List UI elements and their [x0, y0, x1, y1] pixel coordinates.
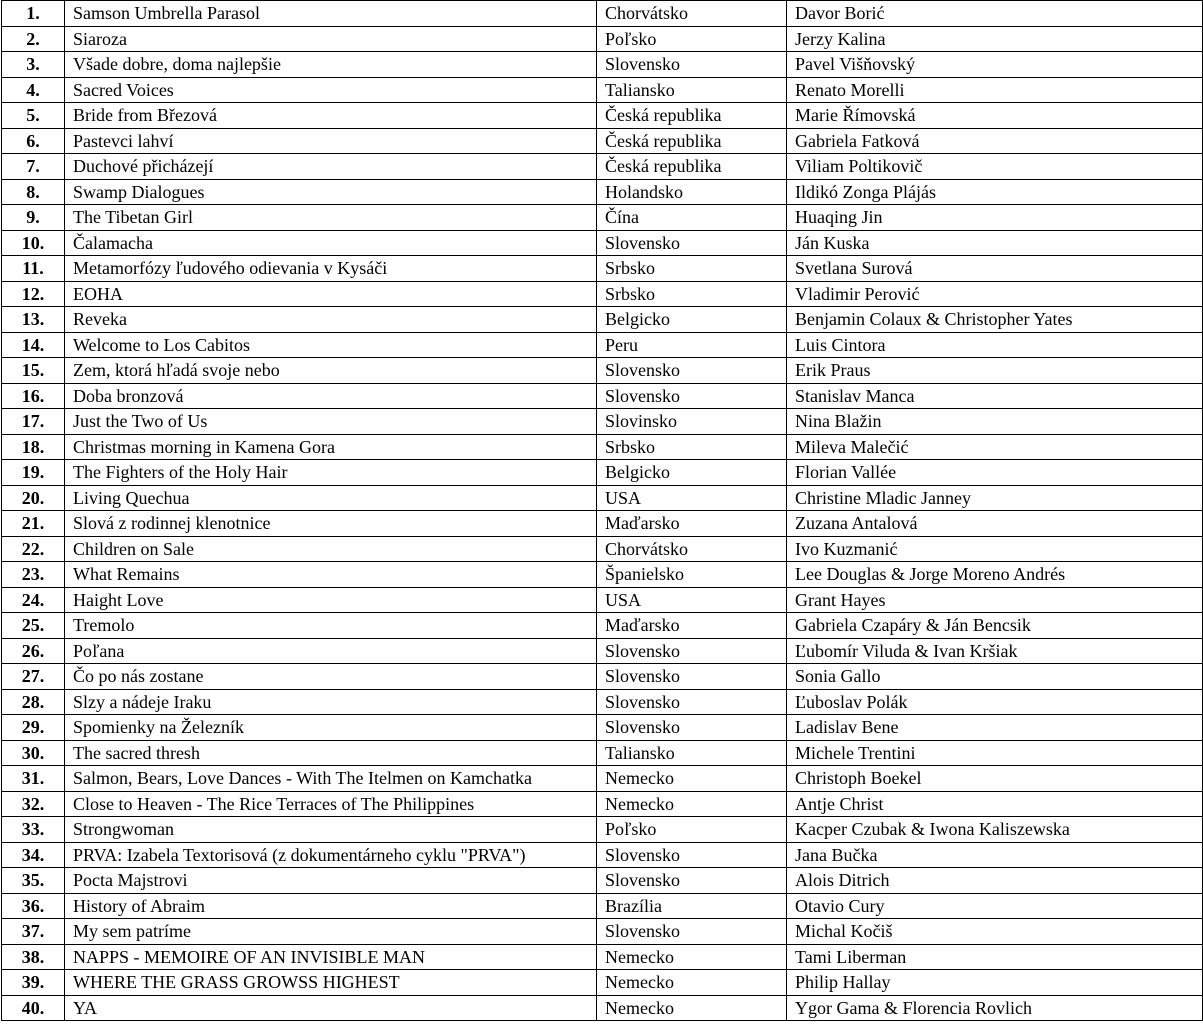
table-row: [2, 944, 1203, 970]
row-number: 23.: [2, 562, 65, 588]
row-number: 25.: [2, 613, 65, 639]
film-country: Nemecko: [597, 766, 787, 792]
film-director: Ľubomír Viluda & Ivan Kršiak: [787, 638, 1203, 664]
film-title: Čo po nás zostane: [65, 664, 597, 690]
film-country: USA: [597, 587, 787, 613]
row-number: 15.: [2, 358, 65, 384]
film-title: Salmon, Bears, Love Dances - With The Itelmen on Kamchatka: [65, 766, 597, 792]
table-row: [2, 103, 1203, 129]
film-country: Slovensko: [597, 919, 787, 945]
film-country: Slovensko: [597, 358, 787, 384]
row-number: 1.: [2, 1, 65, 27]
film-title: YA: [65, 995, 597, 1021]
row-number: 32.: [2, 791, 65, 817]
film-director: Florian Vallée: [787, 460, 1203, 486]
film-title: What Remains: [65, 562, 597, 588]
table-row: [2, 179, 1203, 205]
film-title: Bride from Březová: [65, 103, 597, 129]
film-title: Siaroza: [65, 26, 597, 52]
row-number: 4.: [2, 77, 65, 103]
film-country: Nemecko: [597, 995, 787, 1021]
film-director: Marie Římovská: [787, 103, 1203, 129]
film-country: Nemecko: [597, 791, 787, 817]
film-title: Slová z rodinnej klenotnice: [65, 511, 597, 537]
table-row: [2, 536, 1203, 562]
film-country: Maďarsko: [597, 511, 787, 537]
film-country: Slovensko: [597, 715, 787, 741]
row-number: 16.: [2, 383, 65, 409]
film-title: Spomienky na Železník: [65, 715, 597, 741]
film-director: Otavio Cury: [787, 893, 1203, 919]
film-director: Jerzy Kalina: [787, 26, 1203, 52]
film-country: Slovensko: [597, 868, 787, 894]
film-title: NAPPS - MEMOIRE OF AN INVISIBLE MAN: [65, 944, 597, 970]
film-country: USA: [597, 485, 787, 511]
film-title: Sacred Voices: [65, 77, 597, 103]
film-director: Mileva Malečić: [787, 434, 1203, 460]
row-number: 8.: [2, 179, 65, 205]
film-country: Česká republika: [597, 154, 787, 180]
row-number: 14.: [2, 332, 65, 358]
film-director: Vladimir Perović: [787, 281, 1203, 307]
film-director: Ján Kuska: [787, 230, 1203, 256]
film-title: Children on Sale: [65, 536, 597, 562]
film-director: Nina Blažin: [787, 409, 1203, 435]
film-list-table: [1, 0, 1203, 1021]
table-row: [2, 587, 1203, 613]
film-country: Slovensko: [597, 638, 787, 664]
row-number: 18.: [2, 434, 65, 460]
film-country: Poľsko: [597, 817, 787, 843]
film-director: Zuzana Antalová: [787, 511, 1203, 537]
table-row: [2, 919, 1203, 945]
film-title: Všade dobre, doma najlepšie: [65, 52, 597, 78]
table-row: [2, 817, 1203, 843]
table-row: [2, 205, 1203, 231]
film-country: Taliansko: [597, 740, 787, 766]
film-country: Brazília: [597, 893, 787, 919]
film-title: Pastevci lahví: [65, 128, 597, 154]
table-row: [2, 715, 1203, 741]
film-director: Pavel Višňovský: [787, 52, 1203, 78]
film-title: Samson Umbrella Parasol: [65, 1, 597, 27]
row-number: 11.: [2, 256, 65, 282]
row-number: 40.: [2, 995, 65, 1021]
table-row: [2, 434, 1203, 460]
film-title: The sacred thresh: [65, 740, 597, 766]
table-row: [2, 868, 1203, 894]
film-director: Ladislav Bene: [787, 715, 1203, 741]
row-number: 13.: [2, 307, 65, 333]
film-director: Viliam Poltikovič: [787, 154, 1203, 180]
film-director: Michal Kočiš: [787, 919, 1203, 945]
film-director: Antje Christ: [787, 791, 1203, 817]
row-number: 19.: [2, 460, 65, 486]
film-country: Srbsko: [597, 281, 787, 307]
table-row: [2, 26, 1203, 52]
table-row: [2, 562, 1203, 588]
film-country: Maďarsko: [597, 613, 787, 639]
row-number: 29.: [2, 715, 65, 741]
film-director: Michele Trentini: [787, 740, 1203, 766]
table-row: [2, 77, 1203, 103]
film-country: Čína: [597, 205, 787, 231]
film-title: PRVA: Izabela Textorisová (z dokumentárneho cyklu "PRVA"): [65, 842, 597, 868]
table-row: [2, 307, 1203, 333]
film-list-body: [2, 1, 1203, 1021]
film-country: Slovensko: [597, 52, 787, 78]
table-row: [2, 281, 1203, 307]
film-director: Alois Ditrich: [787, 868, 1203, 894]
film-director: Erik Praus: [787, 358, 1203, 384]
film-country: Španielsko: [597, 562, 787, 588]
film-country: Holandsko: [597, 179, 787, 205]
table-row: [2, 791, 1203, 817]
film-director: Luis Cintora: [787, 332, 1203, 358]
table-row: [2, 740, 1203, 766]
film-director: Sonia Gallo: [787, 664, 1203, 690]
film-country: Srbsko: [597, 256, 787, 282]
table-row: [2, 664, 1203, 690]
row-number: 22.: [2, 536, 65, 562]
row-number: 17.: [2, 409, 65, 435]
film-country: Chorvátsko: [597, 1, 787, 27]
film-country: Slovinsko: [597, 409, 787, 435]
film-director: Davor Borić: [787, 1, 1203, 27]
table-row: [2, 383, 1203, 409]
table-row: [2, 689, 1203, 715]
table-row: [2, 460, 1203, 486]
film-director: Svetlana Surová: [787, 256, 1203, 282]
table-row: [2, 842, 1203, 868]
row-number: 27.: [2, 664, 65, 690]
row-number: 21.: [2, 511, 65, 537]
row-number: 34.: [2, 842, 65, 868]
film-country: Chorvátsko: [597, 536, 787, 562]
table-row: [2, 485, 1203, 511]
film-title: Christmas morning in Kamena Gora: [65, 434, 597, 460]
table-row: [2, 613, 1203, 639]
film-director: Benjamin Colaux & Christopher Yates: [787, 307, 1203, 333]
film-title: Swamp Dialogues: [65, 179, 597, 205]
film-director: Jana Bučka: [787, 842, 1203, 868]
row-number: 5.: [2, 103, 65, 129]
film-title: Poľana: [65, 638, 597, 664]
table-row: [2, 154, 1203, 180]
film-director: Ygor Gama & Florencia Rovlich: [787, 995, 1203, 1021]
row-number: 12.: [2, 281, 65, 307]
film-title: Doba bronzová: [65, 383, 597, 409]
row-number: 9.: [2, 205, 65, 231]
row-number: 39.: [2, 970, 65, 996]
film-country: Srbsko: [597, 434, 787, 460]
film-title: The Fighters of the Holy Hair: [65, 460, 597, 486]
film-director: Christine Mladic Janney: [787, 485, 1203, 511]
film-title: Reveka: [65, 307, 597, 333]
row-number: 20.: [2, 485, 65, 511]
table-row: [2, 332, 1203, 358]
table-row: [2, 893, 1203, 919]
row-number: 36.: [2, 893, 65, 919]
film-country: Taliansko: [597, 77, 787, 103]
table-row: [2, 409, 1203, 435]
table-row: [2, 766, 1203, 792]
film-director: Christoph Boekel: [787, 766, 1203, 792]
film-director: Grant Hayes: [787, 587, 1203, 613]
film-country: Slovensko: [597, 842, 787, 868]
film-country: Česká republika: [597, 128, 787, 154]
table-row: [2, 1, 1203, 27]
film-country: Slovensko: [597, 664, 787, 690]
film-title: Strongwoman: [65, 817, 597, 843]
film-title: Just the Two of Us: [65, 409, 597, 435]
film-title: Welcome to Los Cabitos: [65, 332, 597, 358]
row-number: 24.: [2, 587, 65, 613]
row-number: 7.: [2, 154, 65, 180]
film-country: Slovensko: [597, 230, 787, 256]
film-title: Duchové přicházejí: [65, 154, 597, 180]
film-country: Nemecko: [597, 970, 787, 996]
table-row: [2, 970, 1203, 996]
row-number: 28.: [2, 689, 65, 715]
film-title: My sem patríme: [65, 919, 597, 945]
table-row: [2, 638, 1203, 664]
film-country: Belgicko: [597, 307, 787, 333]
film-country: Slovensko: [597, 383, 787, 409]
table-row: [2, 230, 1203, 256]
row-number: 30.: [2, 740, 65, 766]
film-title: Zem, ktorá hľadá svoje nebo: [65, 358, 597, 384]
film-title: Tremolo: [65, 613, 597, 639]
table-row: [2, 128, 1203, 154]
film-title: Pocta Majstrovi: [65, 868, 597, 894]
row-number: 37.: [2, 919, 65, 945]
film-country: Česká republika: [597, 103, 787, 129]
film-title: Living Quechua: [65, 485, 597, 511]
table-row: [2, 52, 1203, 78]
film-title: EOHA: [65, 281, 597, 307]
film-title: The Tibetan Girl: [65, 205, 597, 231]
film-director: Kacper Czubak & Iwona Kaliszewska: [787, 817, 1203, 843]
film-country: Nemecko: [597, 944, 787, 970]
film-director: Philip Hallay: [787, 970, 1203, 996]
film-director: Stanislav Manca: [787, 383, 1203, 409]
film-director: Gabriela Fatková: [787, 128, 1203, 154]
row-number: 38.: [2, 944, 65, 970]
row-number: 2.: [2, 26, 65, 52]
table-row: [2, 511, 1203, 537]
row-number: 10.: [2, 230, 65, 256]
film-title: WHERE THE GRASS GROWSS HIGHEST: [65, 970, 597, 996]
film-director: Gabriela Czapáry & Ján Bencsik: [787, 613, 1203, 639]
film-title: Metamorfózy ľudového odievania v Kysáči: [65, 256, 597, 282]
film-title: Slzy a nádeje Iraku: [65, 689, 597, 715]
row-number: 26.: [2, 638, 65, 664]
row-number: 35.: [2, 868, 65, 894]
film-title: History of Abraim: [65, 893, 597, 919]
film-country: Slovensko: [597, 689, 787, 715]
film-director: Tami Liberman: [787, 944, 1203, 970]
row-number: 31.: [2, 766, 65, 792]
row-number: 33.: [2, 817, 65, 843]
film-director: Ľuboslav Polák: [787, 689, 1203, 715]
film-title: Haight Love: [65, 587, 597, 613]
film-title: Close to Heaven - The Rice Terraces of The Philippines: [65, 791, 597, 817]
film-director: Ildikó Zonga Plájás: [787, 179, 1203, 205]
film-country: Peru: [597, 332, 787, 358]
film-director: Renato Morelli: [787, 77, 1203, 103]
table-row: [2, 358, 1203, 384]
table-row: [2, 256, 1203, 282]
row-number: 6.: [2, 128, 65, 154]
film-director: Ivo Kuzmanić: [787, 536, 1203, 562]
row-number: 3.: [2, 52, 65, 78]
film-country: Belgicko: [597, 460, 787, 486]
film-title: Čalamacha: [65, 230, 597, 256]
table-row: [2, 995, 1203, 1021]
film-director: Lee Douglas & Jorge Moreno Andrés: [787, 562, 1203, 588]
film-country: Poľsko: [597, 26, 787, 52]
film-director: Huaqing Jin: [787, 205, 1203, 231]
